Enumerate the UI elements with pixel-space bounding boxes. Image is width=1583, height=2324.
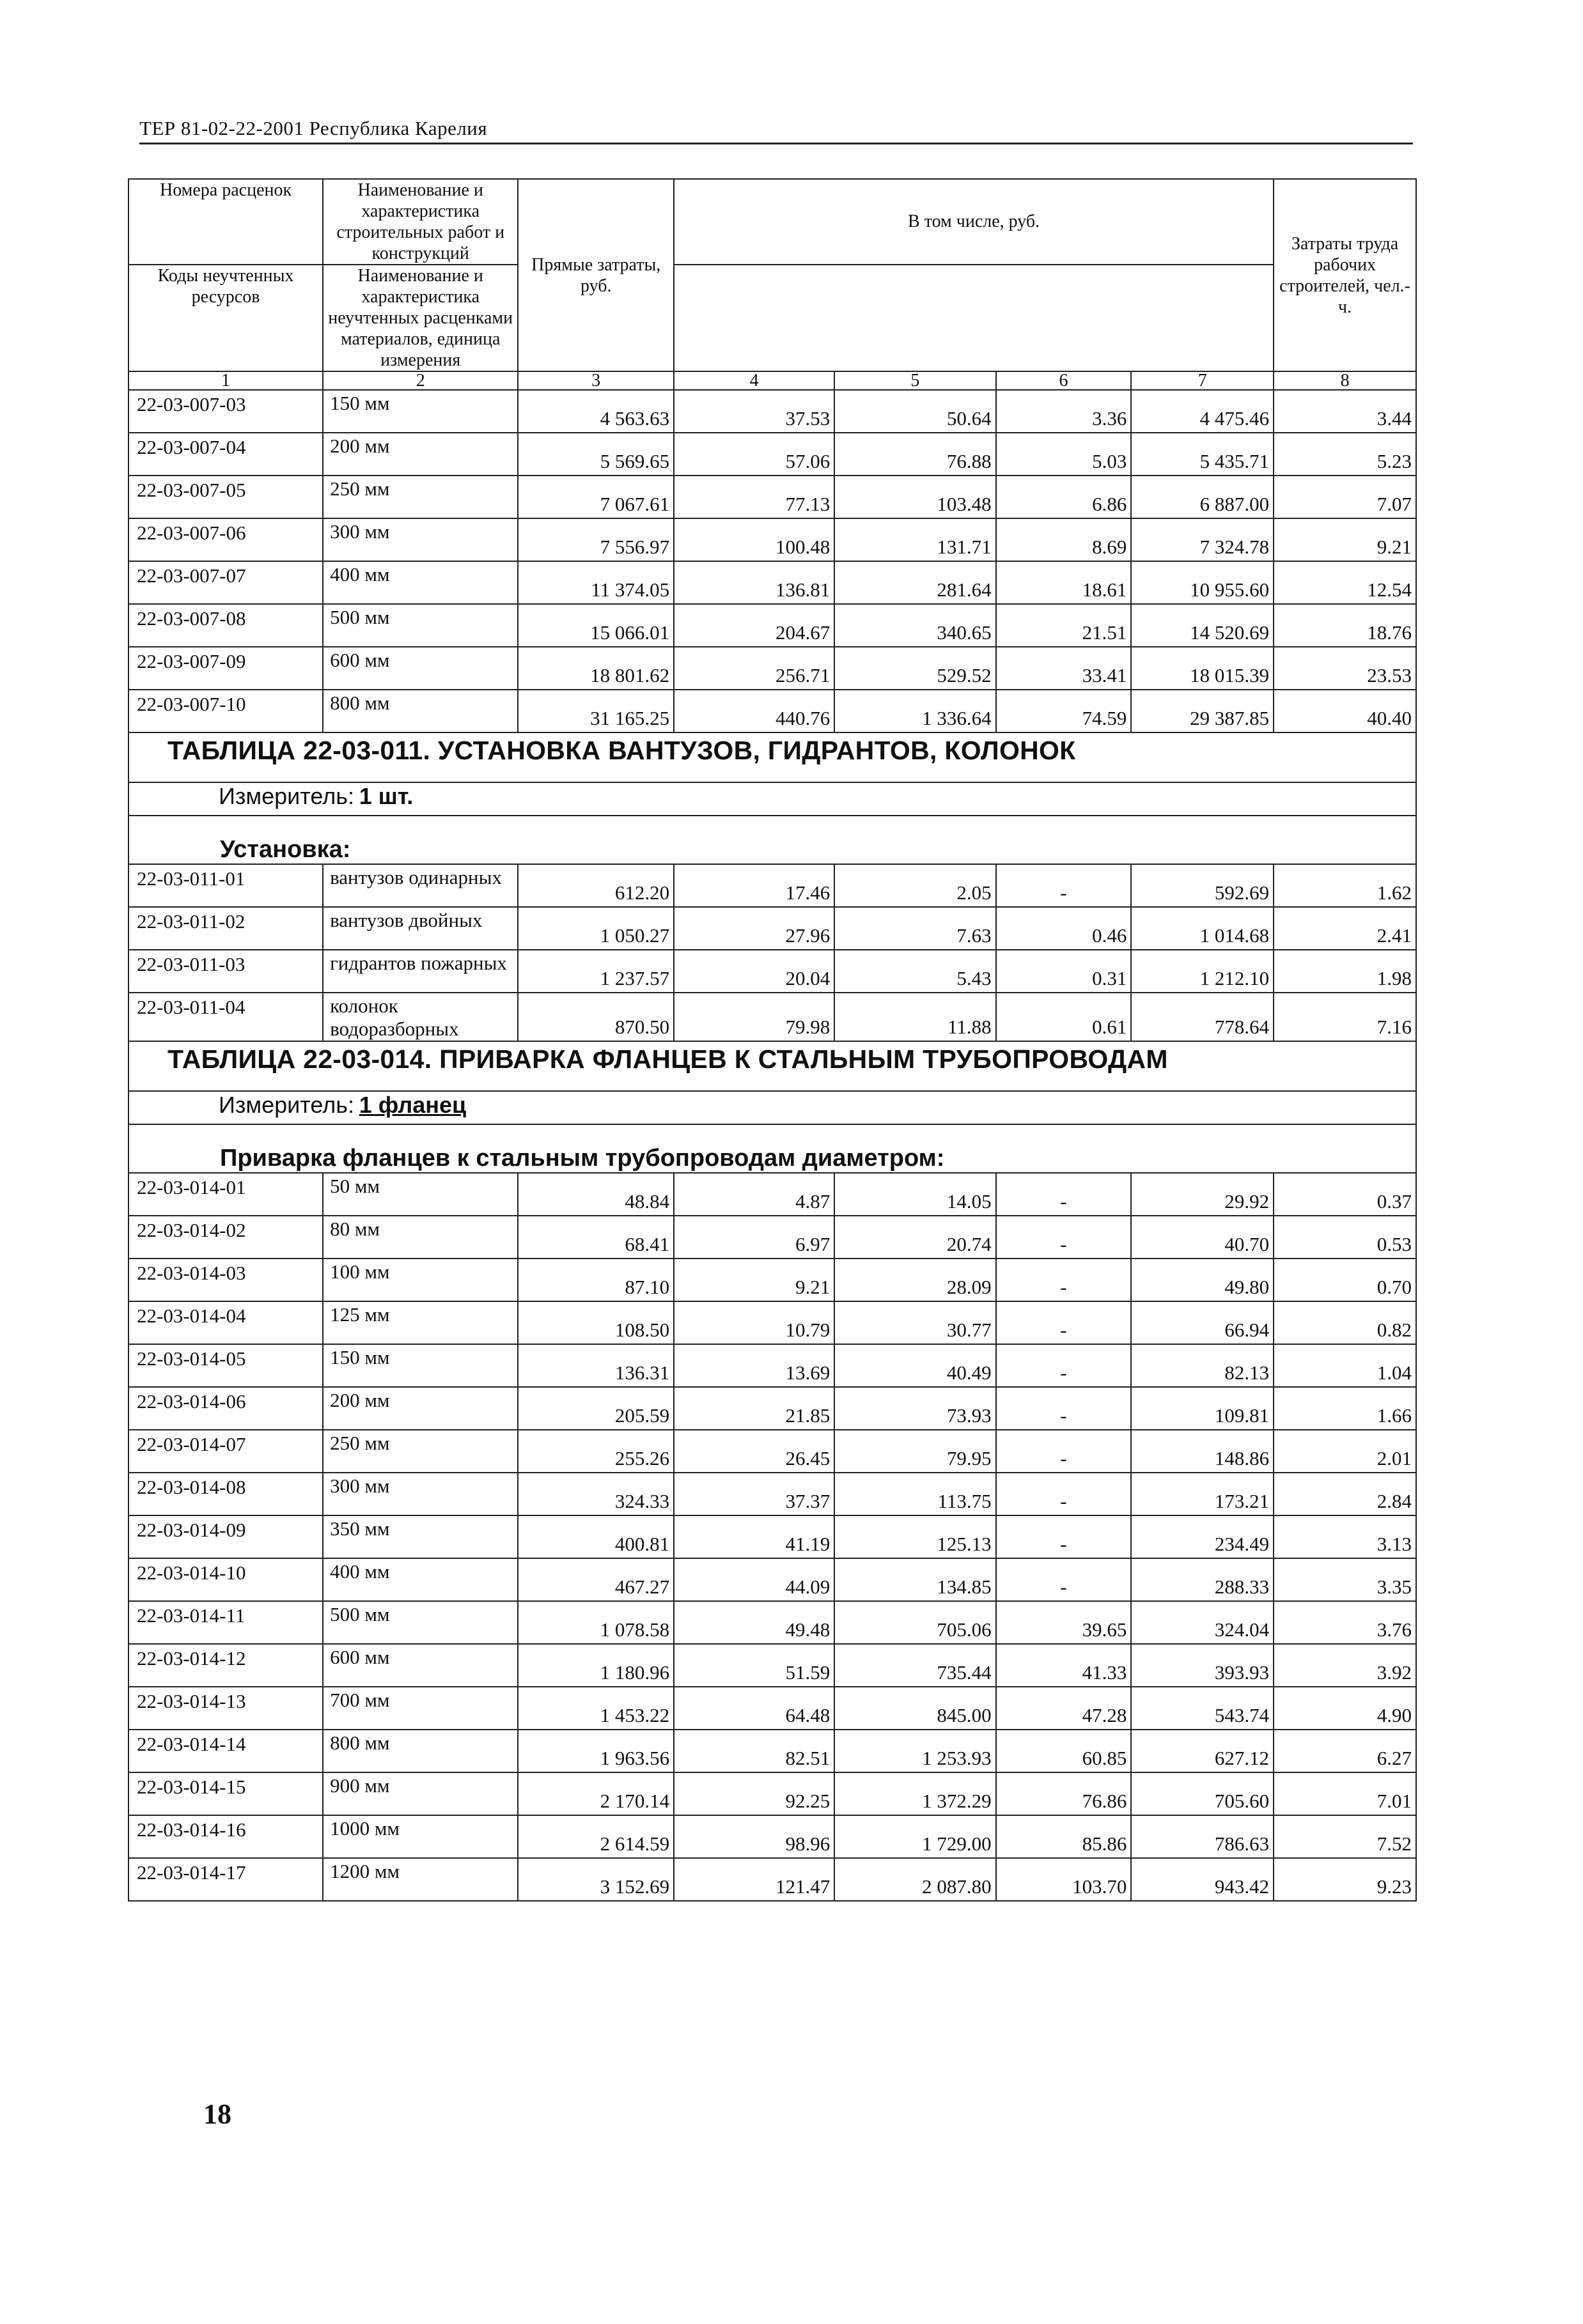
labor-hours-cell: 2.41	[1274, 907, 1416, 950]
labor-hours-cell: 2.84	[1274, 1473, 1416, 1515]
table-row	[129, 1301, 1416, 1344]
machinist-labor-cell: -	[996, 1344, 1132, 1387]
table-row	[129, 390, 1416, 433]
labor-hours-cell: 23.53	[1274, 647, 1416, 690]
labor-cost-cell: 64.48	[674, 1687, 834, 1730]
machine-cost-cell: 529.52	[834, 647, 995, 690]
labor-cost-cell: 9.21	[674, 1259, 834, 1301]
machine-cost-cell: 845.00	[834, 1687, 995, 1730]
table-row	[129, 561, 1416, 604]
machinist-labor-cell: 47.28	[996, 1687, 1132, 1730]
rate-code-cell: 22-03-014-03	[129, 1259, 323, 1301]
table-row	[129, 1558, 1416, 1601]
measure-label: Измеритель:	[219, 783, 354, 809]
labor-hours-cell: 4.90	[1274, 1687, 1416, 1730]
subsection-title	[129, 1124, 1416, 1173]
materials-cost-cell: 6 887.00	[1131, 476, 1274, 518]
labor-hours-cell: 0.70	[1274, 1259, 1416, 1301]
table-row	[129, 1644, 1416, 1687]
materials-cost-cell: 234.49	[1131, 1515, 1274, 1558]
direct-costs-cell: 11 374.05	[518, 561, 674, 604]
rate-code-cell: 22-03-014-07	[129, 1430, 323, 1473]
machinist-labor-cell: 74.59	[996, 690, 1132, 732]
machinist-labor-cell: -	[996, 1301, 1132, 1344]
table-row	[129, 1344, 1416, 1387]
direct-costs-cell: 15 066.01	[518, 604, 674, 647]
table-row	[129, 864, 1416, 907]
page-number: 18	[203, 2098, 231, 2130]
labor-hours-cell: 7.16	[1274, 993, 1416, 1041]
direct-costs-cell: 87.10	[518, 1259, 674, 1301]
work-name-cell: 200 мм	[323, 1387, 518, 1430]
col-header-group: В том числе, руб.	[674, 179, 1274, 265]
machinist-labor-cell: -	[996, 864, 1132, 907]
rate-code-cell: 22-03-014-16	[129, 1815, 323, 1858]
direct-costs-cell: 1 453.22	[518, 1687, 674, 1730]
labor-hours-cell: 9.21	[1274, 518, 1416, 561]
machine-cost-cell: 1 372.29	[834, 1772, 995, 1815]
labor-cost-cell: 57.06	[674, 433, 834, 476]
materials-cost-cell: 66.94	[1131, 1301, 1274, 1344]
rate-code-cell: 22-03-007-07	[129, 561, 323, 604]
work-name-cell: 800 мм	[323, 1730, 518, 1772]
machinist-labor-cell: 85.86	[996, 1815, 1132, 1858]
materials-cost-cell: 29.92	[1131, 1173, 1274, 1216]
col-number: 2	[323, 371, 518, 390]
materials-cost-cell: 943.42	[1131, 1858, 1274, 1901]
machinist-labor-cell: 76.86	[996, 1772, 1132, 1815]
direct-costs-cell: 3 152.69	[518, 1858, 674, 1901]
machinist-labor-cell: 0.61	[996, 993, 1132, 1041]
machinist-labor-cell: 41.33	[996, 1644, 1132, 1687]
table-row	[129, 1730, 1416, 1772]
machine-cost-cell: 134.85	[834, 1558, 995, 1601]
table-row	[129, 476, 1416, 518]
labor-cost-cell: 44.09	[674, 1558, 834, 1601]
direct-costs-cell: 2 614.59	[518, 1815, 674, 1858]
table-row	[129, 1601, 1416, 1644]
labor-cost-cell: 37.37	[674, 1473, 834, 1515]
machinist-labor-cell: 0.31	[996, 950, 1132, 993]
direct-costs-cell: 136.31	[518, 1344, 674, 1387]
table-row	[129, 604, 1416, 647]
machinist-labor-cell: -	[996, 1387, 1132, 1430]
materials-cost-cell: 4 475.46	[1131, 390, 1274, 433]
rate-code-cell: 22-03-007-03	[129, 390, 323, 433]
labor-hours-cell: 7.01	[1274, 1772, 1416, 1815]
rate-code-cell: 22-03-011-04	[129, 993, 323, 1041]
machinist-labor-cell: 103.70	[996, 1858, 1132, 1901]
machinist-labor-cell: -	[996, 1259, 1132, 1301]
labor-hours-cell: 0.37	[1274, 1173, 1416, 1216]
materials-cost-cell: 393.93	[1131, 1644, 1274, 1687]
labor-cost-cell: 17.46	[674, 864, 834, 907]
materials-cost-cell: 82.13	[1131, 1344, 1274, 1387]
table-row	[129, 1430, 1416, 1473]
labor-cost-cell: 49.48	[674, 1601, 834, 1644]
rate-code-cell: 22-03-014-09	[129, 1515, 323, 1558]
materials-cost-cell: 5 435.71	[1131, 433, 1274, 476]
machine-cost-cell: 73.93	[834, 1387, 995, 1430]
col-number: 7	[1131, 371, 1274, 390]
work-name-cell: 700 мм	[323, 1687, 518, 1730]
rate-code-cell: 22-03-014-15	[129, 1772, 323, 1815]
col-header-codes: Номера расценок	[129, 179, 323, 265]
col-number: 6	[996, 371, 1132, 390]
direct-costs-cell: 1 963.56	[518, 1730, 674, 1772]
direct-costs-cell: 467.27	[518, 1558, 674, 1601]
materials-cost-cell: 786.63	[1131, 1815, 1274, 1858]
rate-code-cell: 22-03-014-11	[129, 1601, 323, 1644]
table-row	[129, 950, 1416, 993]
labor-cost-cell: 77.13	[674, 476, 834, 518]
work-name-cell: 1000 мм	[323, 1815, 518, 1858]
work-name-cell: 500 мм	[323, 604, 518, 647]
work-name-cell: 500 мм	[323, 1601, 518, 1644]
col-header-hours: Затраты труда рабочих строителей, чел.-ч.	[1274, 179, 1416, 371]
rate-code-cell: 22-03-011-03	[129, 950, 323, 993]
rates-table	[128, 178, 1417, 1902]
materials-cost-cell: 29 387.85	[1131, 690, 1274, 732]
work-name-cell: 900 мм	[323, 1772, 518, 1815]
materials-cost-cell: 173.21	[1131, 1473, 1274, 1515]
rate-code-cell: 22-03-007-10	[129, 690, 323, 732]
labor-hours-cell: 2.01	[1274, 1430, 1416, 1473]
labor-hours-cell: 6.27	[1274, 1730, 1416, 1772]
direct-costs-cell: 7 067.61	[518, 476, 674, 518]
labor-cost-cell: 440.76	[674, 690, 834, 732]
labor-hours-cell: 3.35	[1274, 1558, 1416, 1601]
direct-costs-cell: 108.50	[518, 1301, 674, 1344]
rate-code-cell: 22-03-007-05	[129, 476, 323, 518]
rate-code-cell: 22-03-014-06	[129, 1387, 323, 1430]
direct-costs-cell: 1 180.96	[518, 1644, 674, 1687]
column-numbers-row	[129, 371, 1416, 390]
col-number: 5	[834, 371, 995, 390]
labor-cost-cell: 37.53	[674, 390, 834, 433]
rate-code-cell: 22-03-007-09	[129, 647, 323, 690]
rate-code-cell: 22-03-014-10	[129, 1558, 323, 1601]
measure-value: 1 шт.	[359, 783, 414, 809]
direct-costs-cell: 31 165.25	[518, 690, 674, 732]
materials-cost-cell: 14 520.69	[1131, 604, 1274, 647]
direct-costs-cell: 2 170.14	[518, 1772, 674, 1815]
machine-cost-cell: 1 729.00	[834, 1815, 995, 1858]
work-name-cell: 150 мм	[323, 390, 518, 433]
measure-label: Измеритель:	[219, 1092, 354, 1118]
work-name-cell: 125 мм	[323, 1301, 518, 1344]
section-title-22-03-014	[129, 1041, 1416, 1091]
rate-code-cell: 22-03-014-08	[129, 1473, 323, 1515]
work-name-cell: 300 мм	[323, 518, 518, 561]
table-row	[129, 1259, 1416, 1301]
direct-costs-cell: 1 078.58	[518, 1601, 674, 1644]
direct-costs-cell: 1 237.57	[518, 950, 674, 993]
subsection-label: Установка:	[220, 836, 351, 863]
machinist-labor-cell: 18.61	[996, 561, 1132, 604]
labor-hours-cell: 1.98	[1274, 950, 1416, 993]
machinist-labor-cell: -	[996, 1430, 1132, 1473]
table-title: ТАБЛИЦА 22-03-011. УСТАНОВКА ВАНТУЗОВ, ГИДРАНТОВ, КОЛОНОК	[168, 736, 1076, 765]
machinist-labor-cell: 3.36	[996, 390, 1132, 433]
work-name-cell: 800 мм	[323, 690, 518, 732]
materials-cost-cell: 7 324.78	[1131, 518, 1274, 561]
machine-cost-cell: 2.05	[834, 864, 995, 907]
work-name-cell: 350 мм	[323, 1515, 518, 1558]
work-name-cell: 250 мм	[323, 1430, 518, 1473]
labor-cost-cell: 26.45	[674, 1430, 834, 1473]
machinist-labor-cell: -	[996, 1558, 1132, 1601]
machine-cost-cell: 113.75	[834, 1473, 995, 1515]
labor-cost-cell: 82.51	[674, 1730, 834, 1772]
direct-costs-cell: 48.84	[518, 1173, 674, 1216]
labor-cost-cell: 51.59	[674, 1644, 834, 1687]
rate-code-cell: 22-03-014-14	[129, 1730, 323, 1772]
labor-cost-cell: 121.47	[674, 1858, 834, 1901]
rate-code-cell: 22-03-014-01	[129, 1173, 323, 1216]
measure-row	[129, 782, 1416, 816]
materials-cost-cell: 49.80	[1131, 1259, 1274, 1301]
labor-cost-cell: 20.04	[674, 950, 834, 993]
section-title-22-03-011	[129, 732, 1416, 782]
labor-cost-cell: 98.96	[674, 1815, 834, 1858]
table-row	[129, 1216, 1416, 1259]
materials-cost-cell: 627.12	[1131, 1730, 1274, 1772]
labor-hours-cell: 5.23	[1274, 433, 1416, 476]
machine-cost-cell: 5.43	[834, 950, 995, 993]
labor-hours-cell: 12.54	[1274, 561, 1416, 604]
machine-cost-cell: 131.71	[834, 518, 995, 561]
measure-row	[129, 1091, 1416, 1124]
rate-code-cell: 22-03-007-08	[129, 604, 323, 647]
labor-hours-cell: 7.07	[1274, 476, 1416, 518]
rate-code-cell: 22-03-014-17	[129, 1858, 323, 1901]
machinist-labor-cell: -	[996, 1216, 1132, 1259]
machinist-labor-cell: 0.46	[996, 907, 1132, 950]
col-number: 4	[674, 371, 834, 390]
labor-cost-cell: 13.69	[674, 1344, 834, 1387]
work-name-cell: 600 мм	[323, 647, 518, 690]
machine-cost-cell: 125.13	[834, 1515, 995, 1558]
materials-cost-cell: 592.69	[1131, 864, 1274, 907]
materials-cost-cell: 288.33	[1131, 1558, 1274, 1601]
work-name-cell: вантузов двойных	[323, 907, 518, 950]
direct-costs-cell: 324.33	[518, 1473, 674, 1515]
labor-hours-cell: 40.40	[1274, 690, 1416, 732]
labor-cost-cell: 6.97	[674, 1216, 834, 1259]
section-22-03-014-rows	[129, 1173, 1416, 1901]
labor-hours-cell: 3.13	[1274, 1515, 1416, 1558]
machine-cost-cell: 40.49	[834, 1344, 995, 1387]
materials-cost-cell: 543.74	[1131, 1687, 1274, 1730]
labor-cost-cell: 100.48	[674, 518, 834, 561]
machinist-labor-cell: 60.85	[996, 1730, 1132, 1772]
materials-cost-cell: 40.70	[1131, 1216, 1274, 1259]
labor-cost-cell: 41.19	[674, 1515, 834, 1558]
table-row	[129, 1858, 1416, 1901]
labor-hours-cell: 0.82	[1274, 1301, 1416, 1344]
labor-hours-cell: 18.76	[1274, 604, 1416, 647]
table-row	[129, 690, 1416, 732]
direct-costs-cell: 5 569.65	[518, 433, 674, 476]
table-row	[129, 1815, 1416, 1858]
direct-costs-cell: 4 563.63	[518, 390, 674, 433]
direct-costs-cell: 205.59	[518, 1387, 674, 1430]
work-name-cell: 250 мм	[323, 476, 518, 518]
labor-hours-cell: 1.62	[1274, 864, 1416, 907]
machine-cost-cell: 50.64	[834, 390, 995, 433]
materials-cost-cell: 18 015.39	[1131, 647, 1274, 690]
direct-costs-cell: 400.81	[518, 1515, 674, 1558]
machine-cost-cell: 76.88	[834, 433, 995, 476]
rate-code-cell: 22-03-014-02	[129, 1216, 323, 1259]
machine-cost-cell: 103.48	[834, 476, 995, 518]
labor-cost-cell: 204.67	[674, 604, 834, 647]
work-name-cell: 400 мм	[323, 1558, 518, 1601]
labor-hours-cell: 1.04	[1274, 1344, 1416, 1387]
col-number: 3	[518, 371, 674, 390]
labor-hours-cell: 3.44	[1274, 390, 1416, 433]
machine-cost-cell: 30.77	[834, 1301, 995, 1344]
table-row	[129, 907, 1416, 950]
materials-cost-cell: 1 014.68	[1131, 907, 1274, 950]
section-22-03-007-rows	[129, 390, 1416, 732]
materials-cost-cell: 324.04	[1131, 1601, 1274, 1644]
machinist-labor-cell: 6.86	[996, 476, 1132, 518]
labor-hours-cell: 3.92	[1274, 1644, 1416, 1687]
machinist-labor-cell: 5.03	[996, 433, 1132, 476]
labor-cost-cell: 136.81	[674, 561, 834, 604]
work-name-cell: гидрантов пожарных	[323, 950, 518, 993]
direct-costs-cell: 7 556.97	[518, 518, 674, 561]
labor-hours-cell: 0.53	[1274, 1216, 1416, 1259]
labor-cost-cell: 79.98	[674, 993, 834, 1041]
work-name-cell: 200 мм	[323, 433, 518, 476]
table-row	[129, 647, 1416, 690]
table-row	[129, 518, 1416, 561]
rate-code-cell: 22-03-014-12	[129, 1644, 323, 1687]
machinist-labor-cell: -	[996, 1515, 1132, 1558]
work-name-cell: 400 мм	[323, 561, 518, 604]
rate-code-cell: 22-03-007-06	[129, 518, 323, 561]
machinist-labor-cell: -	[996, 1173, 1132, 1216]
rate-code-cell: 22-03-011-02	[129, 907, 323, 950]
table-row	[129, 993, 1416, 1041]
materials-cost-cell: 10 955.60	[1131, 561, 1274, 604]
work-name-cell: 80 мм	[323, 1216, 518, 1259]
page-header: ТЕР 81-02-22-2001 Республика Карелия	[139, 117, 1413, 144]
work-name-cell: 600 мм	[323, 1644, 518, 1687]
rate-code-cell: 22-03-014-05	[129, 1344, 323, 1387]
direct-costs-cell: 68.41	[518, 1216, 674, 1259]
table-row	[129, 1473, 1416, 1515]
machine-cost-cell: 705.06	[834, 1601, 995, 1644]
table-row	[129, 1173, 1416, 1216]
machine-cost-cell: 14.05	[834, 1173, 995, 1216]
labor-hours-cell: 9.23	[1274, 1858, 1416, 1901]
table-row	[129, 1387, 1416, 1430]
machine-cost-cell: 79.95	[834, 1430, 995, 1473]
labor-cost-cell: 10.79	[674, 1301, 834, 1344]
materials-cost-cell: 148.86	[1131, 1430, 1274, 1473]
work-name-cell: 50 мм	[323, 1173, 518, 1216]
col-number: 8	[1274, 371, 1416, 390]
subsection-label: Приварка фланцев к стальным трубопроводам диаметром:	[220, 1145, 945, 1172]
table-row	[129, 1515, 1416, 1558]
col-header-materials-name: Наименование и характеристика неучтенных расценками материалов, единица измерения	[323, 265, 518, 371]
materials-cost-cell: 1 212.10	[1131, 950, 1274, 993]
direct-costs-cell: 612.20	[518, 864, 674, 907]
labor-cost-cell: 92.25	[674, 1772, 834, 1815]
direct-costs-cell: 255.26	[518, 1430, 674, 1473]
machine-cost-cell: 1 253.93	[834, 1730, 995, 1772]
machinist-labor-cell: 39.65	[996, 1601, 1132, 1644]
section-22-03-011-rows	[129, 864, 1416, 1041]
labor-cost-cell: 27.96	[674, 907, 834, 950]
machine-cost-cell: 7.63	[834, 907, 995, 950]
table-row	[129, 1687, 1416, 1730]
machinist-labor-cell: 8.69	[996, 518, 1132, 561]
direct-costs-cell: 870.50	[518, 993, 674, 1041]
materials-cost-cell: 705.60	[1131, 1772, 1274, 1815]
subsection-title	[129, 816, 1416, 864]
direct-costs-cell: 18 801.62	[518, 647, 674, 690]
labor-cost-cell: 21.85	[674, 1387, 834, 1430]
machine-cost-cell: 28.09	[834, 1259, 995, 1301]
machine-cost-cell: 735.44	[834, 1644, 995, 1687]
machine-cost-cell: 2 087.80	[834, 1858, 995, 1901]
work-name-cell: 150 мм	[323, 1344, 518, 1387]
machinist-labor-cell: 33.41	[996, 647, 1132, 690]
materials-cost-cell: 109.81	[1131, 1387, 1274, 1430]
rate-code-cell: 22-03-007-04	[129, 433, 323, 476]
machine-cost-cell: 20.74	[834, 1216, 995, 1259]
measure-value: 1 фланец	[359, 1092, 467, 1118]
work-name-cell: 1200 мм	[323, 1858, 518, 1901]
col-header-name: Наименование и характеристика строительных работ и конструкций	[323, 179, 518, 265]
rate-code-cell: 22-03-011-01	[129, 864, 323, 907]
table-row	[129, 433, 1416, 476]
labor-cost-cell: 4.87	[674, 1173, 834, 1216]
work-name-cell: 300 мм	[323, 1473, 518, 1515]
work-name-cell: колонок водоразборных	[323, 993, 518, 1041]
work-name-cell: 100 мм	[323, 1259, 518, 1301]
work-name-cell: вантузов одинарных	[323, 864, 518, 907]
machine-cost-cell: 340.65	[834, 604, 995, 647]
labor-hours-cell: 1.66	[1274, 1387, 1416, 1430]
machine-cost-cell: 1 336.64	[834, 690, 995, 732]
direct-costs-cell: 1 050.27	[518, 907, 674, 950]
machinist-labor-cell: 21.51	[996, 604, 1132, 647]
rate-code-cell: 22-03-014-04	[129, 1301, 323, 1344]
col-header-resource-codes: Коды неучтенных ресурсов	[129, 265, 323, 371]
machinist-labor-cell: -	[996, 1473, 1132, 1515]
machine-cost-cell: 11.88	[834, 993, 995, 1041]
machine-cost-cell: 281.64	[834, 561, 995, 604]
labor-hours-cell: 7.52	[1274, 1815, 1416, 1858]
col-header-direct: Прямые затраты, руб.	[518, 179, 674, 371]
materials-cost-cell: 778.64	[1131, 993, 1274, 1041]
rate-code-cell: 22-03-014-13	[129, 1687, 323, 1730]
table-title: ТАБЛИЦА 22-03-014. ПРИВАРКА ФЛАНЦЕВ К СТАЛЬНЫМ ТРУБОПРОВОДАМ	[168, 1044, 1168, 1074]
table-row	[129, 1772, 1416, 1815]
labor-hours-cell: 3.76	[1274, 1601, 1416, 1644]
labor-cost-cell: 256.71	[674, 647, 834, 690]
col-number: 1	[129, 371, 323, 390]
